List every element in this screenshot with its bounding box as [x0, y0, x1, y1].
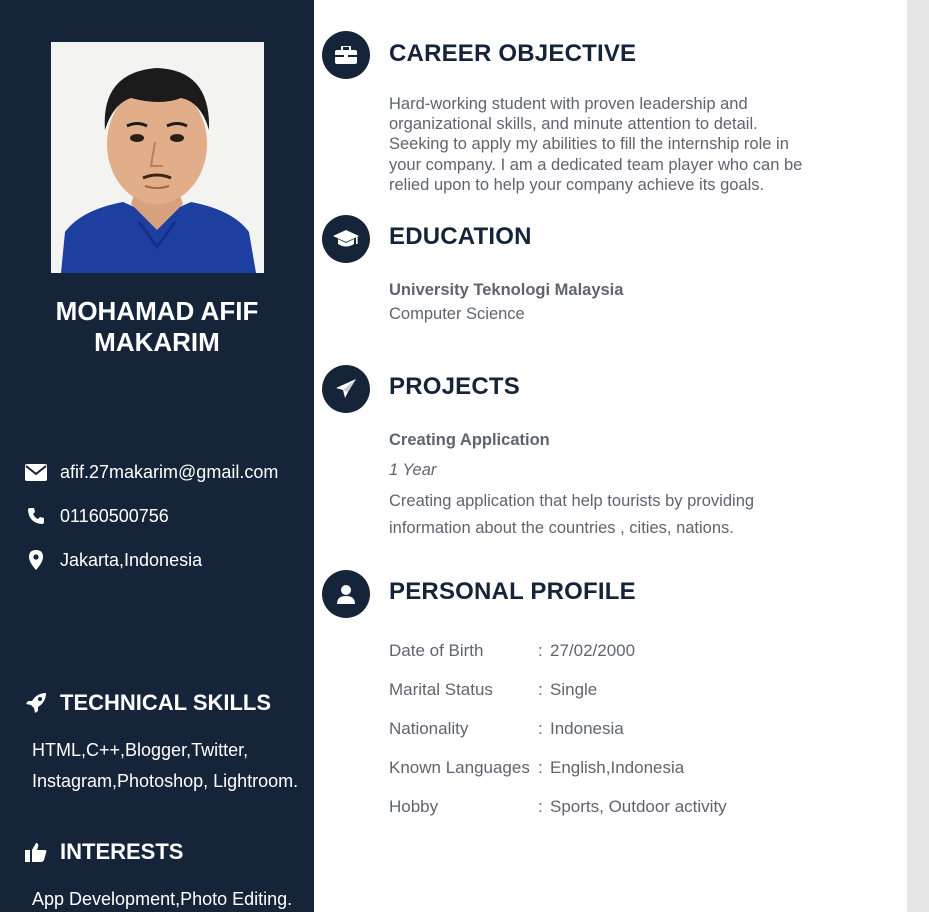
phone-icon: [24, 504, 48, 528]
candidate-name: MOHAMAD AFIF MAKARIM: [55, 296, 259, 357]
project-name: Creating Application: [389, 431, 550, 449]
skills-line-1: HTML,C++,Blogger,Twitter,: [32, 740, 249, 760]
career-line-1: Hard-working student with proven leadership and: [389, 95, 748, 113]
project-line-2: information about the countries , cities, nations.: [389, 519, 734, 537]
profile-value: 27/02/2000: [550, 641, 636, 660]
interests-heading: [24, 838, 183, 866]
profile-colon: :: [538, 641, 543, 660]
project-line-1: Creating application that help tourists by providing: [389, 492, 755, 510]
profile-photo: [51, 42, 264, 273]
education-school: University Teknologi Malaysia: [389, 281, 624, 299]
profile-value: English,Indonesia: [550, 758, 685, 777]
sidebar: [0, 0, 314, 912]
envelope-icon: [24, 460, 48, 484]
location-text: Jakarta,Indonesia: [60, 549, 203, 570]
contact-location: [24, 548, 202, 572]
skills-heading: [24, 689, 271, 717]
profile-label: Date of Birth: [389, 641, 484, 660]
career-line-2: organizational skills, and minute attention to detail.: [389, 115, 758, 134]
user-icon: [322, 570, 370, 618]
career-line-4: your company. I am a dedicated team player who can be: [389, 155, 803, 174]
skills-title: TECHNICAL SKILLS: [60, 690, 272, 715]
interests-text: App Development,Photo Editing.: [32, 889, 293, 909]
profile-value: Sports, Outdoor activity: [550, 797, 727, 816]
project-duration: 1 Year: [389, 461, 437, 479]
rocket-icon: [24, 691, 48, 715]
profile-colon: :: [538, 758, 543, 777]
profile-title: PERSONAL PROFILE: [389, 578, 636, 605]
briefcase-icon: [322, 31, 370, 79]
map-pin-icon: [24, 548, 48, 572]
profile-colon: :: [538, 680, 543, 699]
career-title: CAREER OBJECTIVE: [389, 40, 637, 67]
profile-label: Hobby: [389, 797, 439, 816]
career-text: [389, 94, 802, 195]
education-title: EDUCATION: [389, 223, 532, 250]
profile-colon: :: [538, 719, 543, 738]
career-line-5: relied upon to help your company achieve its goals.: [389, 175, 765, 194]
contact-email: [24, 460, 278, 484]
skills-text: [32, 735, 307, 797]
email-text: afif.27makarim@gmail.com: [60, 461, 279, 482]
contact-phone: [24, 504, 169, 528]
paper-plane-icon: [322, 365, 370, 413]
thumbs-up-icon: [24, 840, 48, 864]
profile-label: Nationality: [389, 719, 469, 738]
profile-label: Known Languages: [389, 758, 530, 777]
phone-text: 01160500756: [60, 505, 169, 526]
project-description: [389, 488, 754, 542]
projects-title: PROJECTS: [389, 373, 520, 400]
graduation-cap-icon: [322, 215, 370, 263]
profile-label: Marital Status: [389, 680, 493, 699]
education-major: Computer Science: [389, 305, 525, 323]
career-line-3: Seeking to apply my abilities to fill the internship role in: [389, 135, 789, 154]
skills-line-2: Instagram,Photoshop, Lightroom.: [32, 771, 299, 791]
vertical-scrollbar[interactable]: [907, 0, 929, 912]
profile-colon: :: [538, 797, 543, 816]
interests-title: INTERESTS: [60, 839, 184, 864]
profile-value: Single: [550, 680, 598, 699]
profile-value: Indonesia: [550, 719, 624, 738]
